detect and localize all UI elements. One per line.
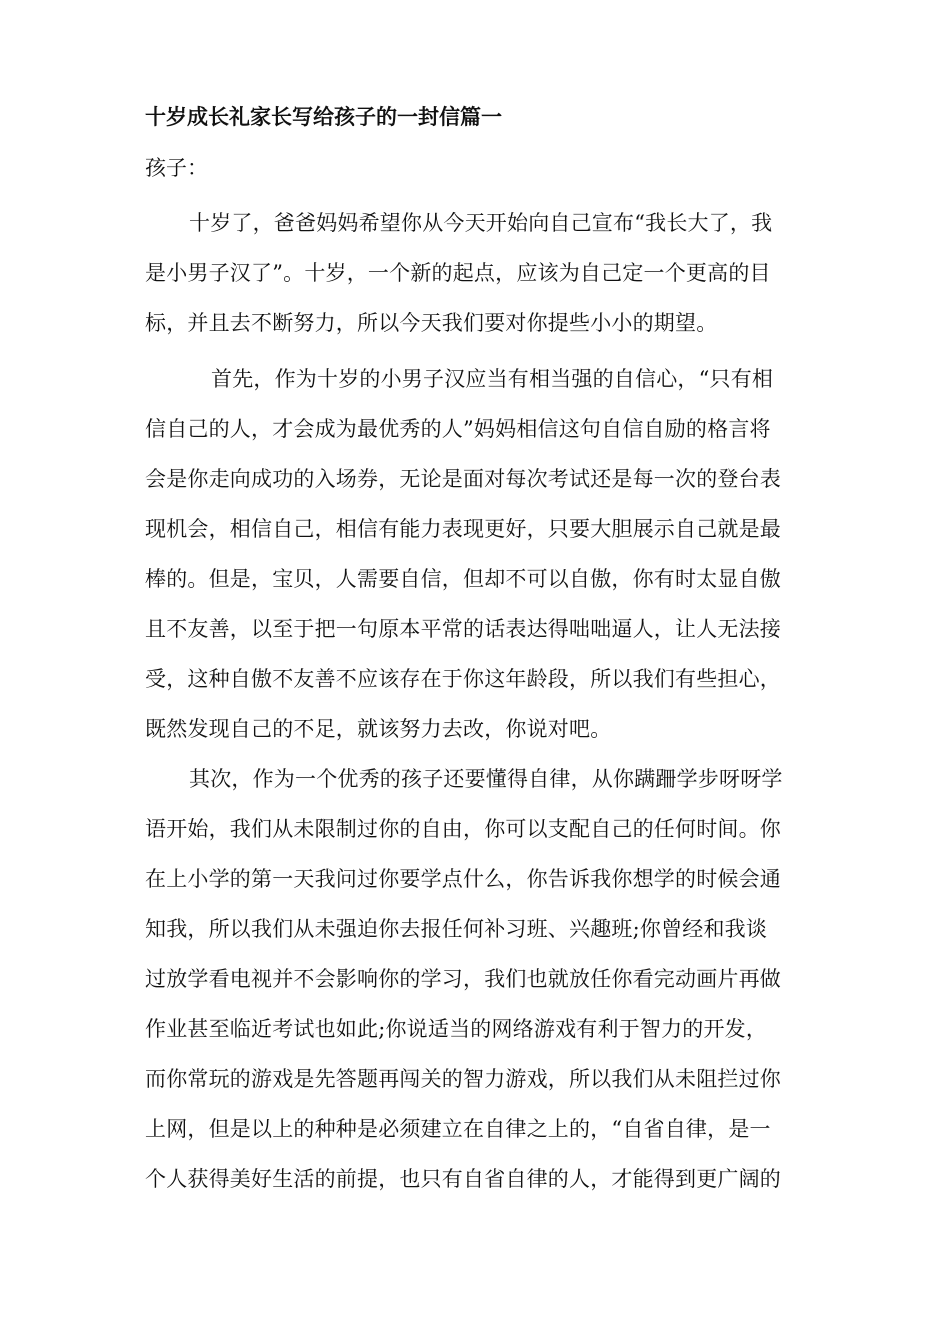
text-line: 在上小学的第一天我问过你要学点什么，你告诉我你想学的时候会通 xyxy=(145,867,781,891)
text-line: 既然发现自己的不足，就该努力去改，你说对吧。 xyxy=(145,717,612,741)
text-line: 棒的。但是，宝贝，人需要自信，但却不可以自傲，你有时太显自傲 xyxy=(145,567,781,591)
text-line: 标，并且去不断努力，所以今天我们要对你提些小小的期望。 xyxy=(145,311,718,335)
text-line: 首先，作为十岁的小男子汉应当有相当强的自信心，“只有相 xyxy=(211,367,774,391)
text-line: 是小男子汉了”。十岁，一个新的起点，应该为自己定一个更高的目 xyxy=(145,261,771,285)
text-line: 信自己的人，才会成为最优秀的人”妈妈相信这句自信自励的格言将 xyxy=(145,417,771,441)
paragraph-1 xyxy=(145,208,825,338)
text-line: 上网，但是以上的种种是必须建立在自律之上的，“自省自律，是一 xyxy=(145,1117,771,1141)
text-line: 语开始，我们从未限制过你的自由，你可以支配自己的任何时间。你 xyxy=(145,817,781,841)
salutation: 孩子： xyxy=(145,156,208,180)
text-line: 个人获得美好生活的前提，也只有自省自律的人，才能得到更广阔的 xyxy=(145,1167,781,1191)
text-line: 会是你走向成功的入场券，无论是面对每次考试还是每一次的登台表 xyxy=(145,467,781,491)
document-title: 十岁成长礼家长写给孩子的一封信篇一 xyxy=(145,105,502,129)
text-line: 知我，所以我们从未强迫你去报任何补习班、兴趣班;你曾经和我谈 xyxy=(145,917,768,941)
paragraph-3 xyxy=(145,764,825,1194)
document-body xyxy=(145,103,825,1194)
text-line: 过放学看电视并不会影响你的学习，我们也就放任你看完动画片再做 xyxy=(145,967,781,991)
text-line: 现机会，相信自己，相信有能力表现更好，只要大胆展示自己就是最 xyxy=(145,517,781,541)
text-line: 且不友善，以至于把一句原本平常的话表达得咄咄逼人，让人无法接 xyxy=(145,617,781,641)
text-line: 而你常玩的游戏是先答题再闯关的智力游戏，所以我们从未阻拦过你 xyxy=(145,1067,781,1091)
text-line: 十岁了，爸爸妈妈希望你从今天开始向自己宣布“我长大了，我 xyxy=(189,211,773,235)
text-line: 其次，作为一个优秀的孩子还要懂得自律，从你蹒跚学步呀呀学 xyxy=(189,767,783,791)
text-line: 受，这种自傲不友善不应该存在于你这年龄段，所以我们有些担心， xyxy=(145,667,781,691)
text-line: 作业甚至临近考试也如此;你说适当的网络游戏有利于智力的开发， xyxy=(145,1017,768,1041)
paragraph-2 xyxy=(145,364,825,744)
